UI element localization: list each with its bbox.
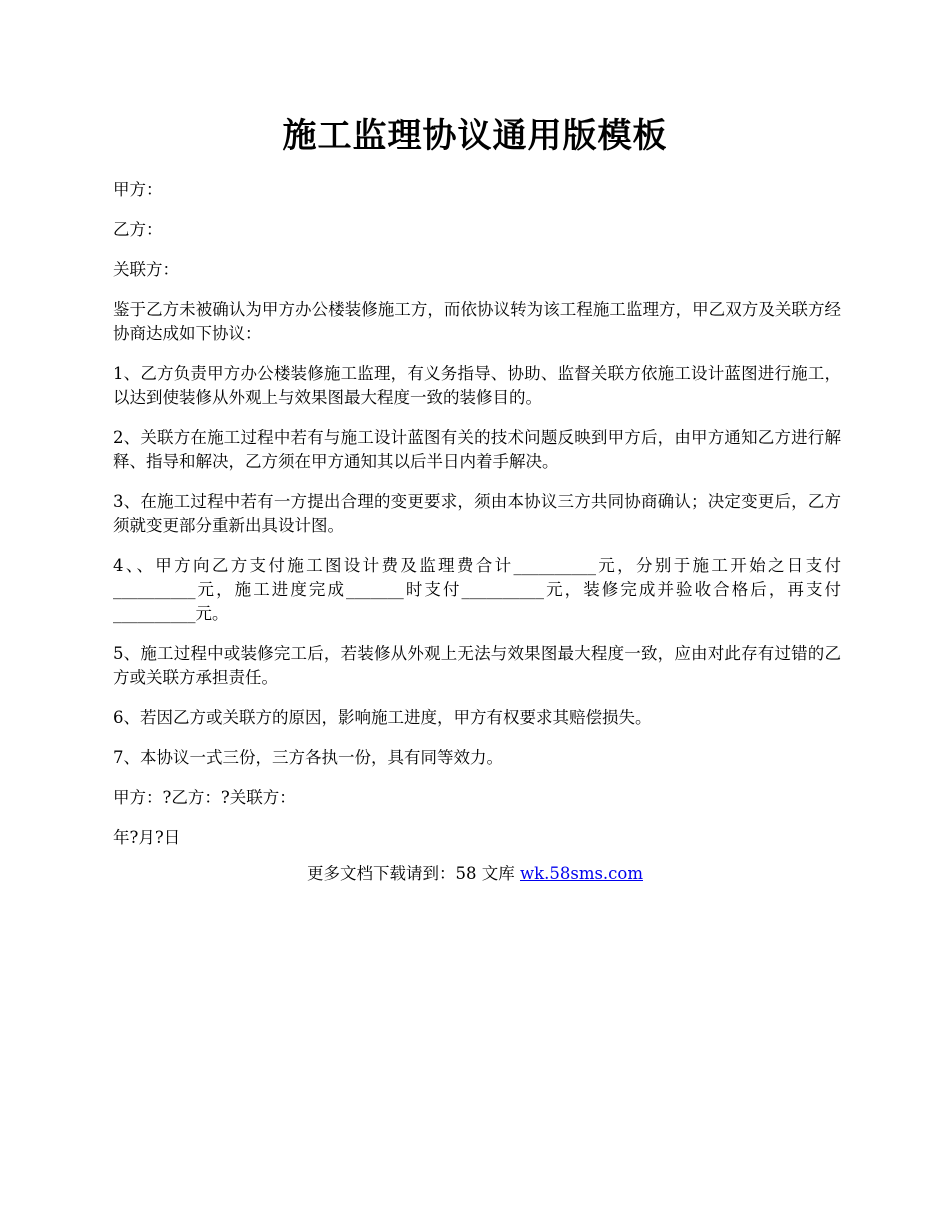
related-party-line: 关联方： bbox=[113, 260, 179, 279]
document-body bbox=[113, 178, 841, 866]
clause-1: 1、乙方负责甲方办公楼装修施工监理，有义务指导、协助、监督关联方依施工设计蓝图进行施工，以达到使装修从外观上与效果图最大程度一致的装修目的。 bbox=[113, 364, 841, 407]
clause-3: 3、在施工过程中若有一方提出合理的变更要求，须由本协议三方共同协商确认；决定变更后，乙方须就变更部分重新出具设计图。 bbox=[113, 492, 841, 535]
clause-7: 7、本协议一式三份，三方各执一份，具有同等效力。 bbox=[113, 748, 503, 767]
date-line: 年?月?日 bbox=[113, 828, 181, 847]
clause-6: 6、若因乙方或关联方的原因，影响施工进度，甲方有权要求其赔偿损失。 bbox=[113, 708, 652, 727]
party-b-line: 乙方： bbox=[113, 220, 163, 239]
document-title: 施工监理协议通用版模板 bbox=[282, 116, 668, 156]
footer bbox=[0, 862, 950, 886]
party-a-line: 甲方： bbox=[113, 180, 163, 199]
preamble-paragraph: 鉴于乙方未被确认为甲方办公楼装修施工方，而依协议转为该工程施工监理方，甲乙双方及关联方经协商达成如下协议： bbox=[113, 300, 841, 343]
footer-link[interactable]: wk.58sms.com bbox=[519, 864, 643, 883]
signature-line: 甲方：?乙方：?关联方： bbox=[113, 788, 296, 807]
clause-2: 2、关联方在施工过程中若有与施工设计蓝图有关的技术问题反映到甲方后，由甲方通知乙方进行解释、指导和解决，乙方须在甲方通知其以后半日内着手解决。 bbox=[113, 428, 841, 471]
footer-prefix: 更多文档下载请到：58 文库 bbox=[306, 864, 520, 883]
clause-4: 4、、甲方向乙方支付施工图设计费及监理费合计__________元，分别于施工开始之日支付__________元，施工进度完成_______时支付__________元，装修完成并验收合格后，再支付__________元。 bbox=[113, 556, 841, 623]
clause-5: 5、施工过程中或装修完工后，若装修从外观上无法与效果图最大程度一致，应由对此存有过错的乙方或关联方承担责任。 bbox=[113, 644, 841, 687]
